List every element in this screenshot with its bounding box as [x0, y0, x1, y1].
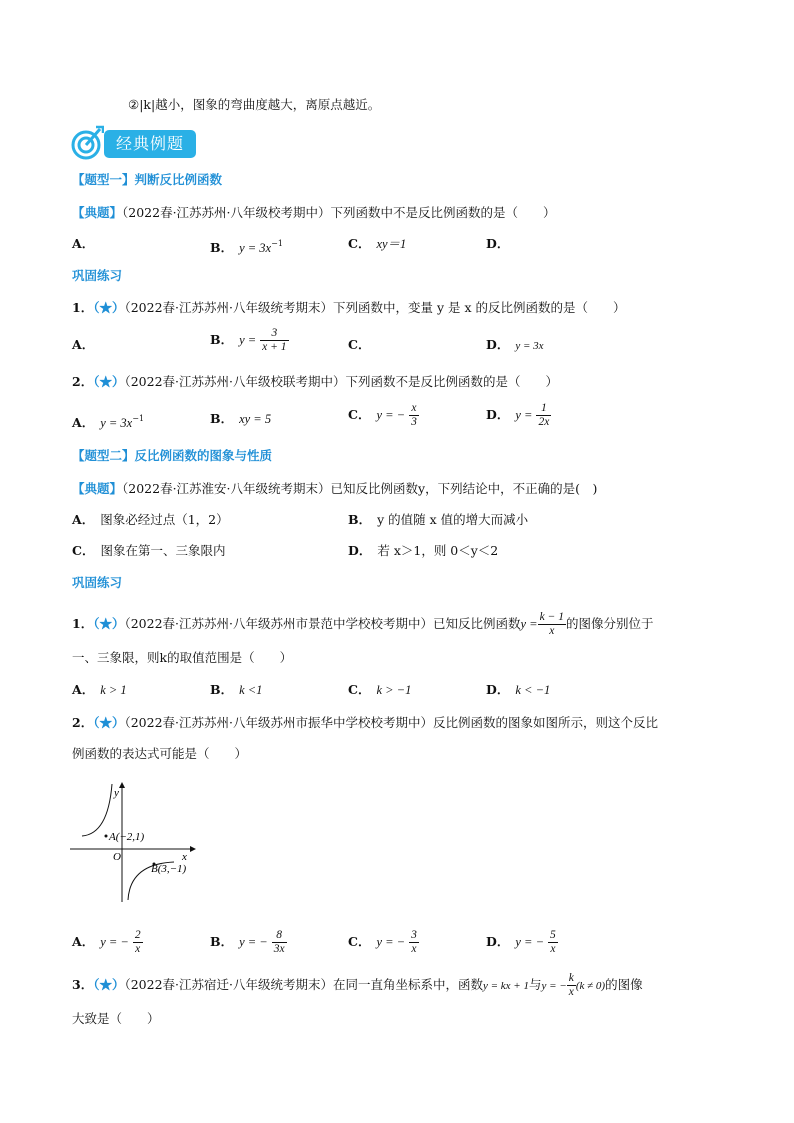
type2-example-option-b: B． y 的值随 x 值的增大而减小: [348, 512, 529, 527]
intro-item-2: ②|k|越小，图象的弯曲度越大，离原点越近。: [128, 97, 381, 112]
type2-example-option-d: D． 若 x＞1，则 0＜y＜2: [348, 543, 499, 558]
type1-example-option-c: C． xy＝1: [348, 236, 407, 251]
type1-q2-option-b: B． xy = 5: [210, 411, 272, 426]
type2-q2: 2．（★）（2022春·江苏苏州·八年级苏州市振华中学校校考期中）反比例函数的图象如图所示，则这个反比: [72, 715, 658, 730]
type2-practice-heading: 巩固练习: [72, 575, 123, 590]
hyperbola-graph: [70, 780, 200, 905]
type1-example-option-b: B． $y = 3x^{-1}$: [210, 239, 283, 255]
example-text: （2022春·江苏苏州·八年级校考期中）下列函数中不是反比例函数的是（ ）: [122, 205, 556, 220]
type1-heading: 【题型一】判断反比例函数: [72, 172, 223, 187]
type2-example: 【典题】（2022春·江苏淮安·八年级统考期末）已知反比例函数y，下列结论中，不正确的是( ): [72, 481, 598, 496]
graph-point-b-label: B(3,−1): [151, 863, 187, 875]
type2-q2-option-c: C． y = − $\frac{3}{x}$: [348, 929, 417, 955]
type2-q1-cont: 一、三象限，则k的取值范围是（ ）: [72, 650, 293, 665]
type2-q2-option-b: B． y = − $\frac{8}{3x}$: [210, 929, 285, 955]
type1-example-option-a: A．: [72, 236, 95, 251]
type2-q1-option-a: A． k > 1: [72, 682, 127, 697]
type2-q3: 3．（★）（2022春·江苏宿迁·八年级统考期末）在同一直角坐标系中，函数y = kx + 1与y = − $\frac{k}{x}$ (k ≠ 0)的图像: [72, 972, 643, 998]
type2-q2-cont: 例函数的表达式可能是（ ）: [72, 746, 248, 761]
star-icon: （★）: [93, 977, 125, 992]
star-icon: （★）: [93, 715, 125, 730]
type1-q1-option-c: C．: [348, 337, 371, 352]
star-icon: （★）: [93, 374, 125, 389]
type1-practice-heading: 巩固练习: [72, 268, 123, 283]
star-icon: （★）: [93, 300, 125, 315]
type2-q1: 1．（★）（2022春·江苏苏州·八年级苏州市景范中学校校考期中）已知反比例函数y = $\frac{k - 1}{x}$ 的图像分别位于: [72, 611, 654, 637]
type2-example-option-c: C． 图象在第一、三象限内: [72, 543, 226, 558]
type2-q2-option-a: A． y = − $\frac{2}{x}$: [72, 929, 141, 955]
type1-q1-option-d: D． y = 3x: [486, 337, 544, 352]
type1-q2-option-c: C． y = − $\frac{x}{3}$: [348, 402, 417, 428]
type2-heading: 【题型二】反比例函数的图象与性质: [72, 448, 273, 463]
graph-y-label: y: [114, 787, 119, 799]
type1-q1-option-b: B． y = $\frac{3}{x + 1}$: [210, 327, 287, 353]
type1-example-option-d: D．: [486, 236, 510, 251]
type2-q1-option-d: D． k < −1: [486, 682, 551, 697]
star-icon: （★）: [93, 616, 125, 631]
section-title-badge: 经典例题: [104, 130, 196, 158]
type1-q2-option-d: D． y = $\frac{1}{2x}$: [486, 402, 550, 428]
type2-q2-option-d: D． y = − $\frac{5}{x}$: [486, 929, 556, 955]
type1-q1-option-a: A．: [72, 337, 95, 352]
target-icon: [70, 124, 104, 162]
type2-q1-option-c: C． k > −1: [348, 682, 412, 697]
type1-q2: 2．（★）（2022春·江苏苏州·八年级校联考期中）下列函数不是反比例函数的是（ ）: [72, 374, 558, 389]
type2-q3-cont: 大致是（ ）: [72, 1011, 160, 1026]
type2-q1-option-b: B． k <1: [210, 682, 263, 697]
graph-origin-label: O: [113, 851, 121, 863]
type1-q1: 1．（★）（2022春·江苏苏州·八年级统考期末）下列函数中，变量 y 是 x 的反比例函数的是（ ）: [72, 300, 626, 315]
type2-example-option-a: A． 图象必经过点（1，2）: [72, 512, 229, 527]
type1-q2-option-a: A． $y = 3x^{-1}$: [72, 414, 145, 430]
graph-x-label: x: [182, 851, 187, 863]
type1-example: [72, 204, 556, 222]
graph-point-a-label: A(−2,1): [109, 831, 145, 843]
example-tag: 【典题】: [72, 205, 123, 220]
